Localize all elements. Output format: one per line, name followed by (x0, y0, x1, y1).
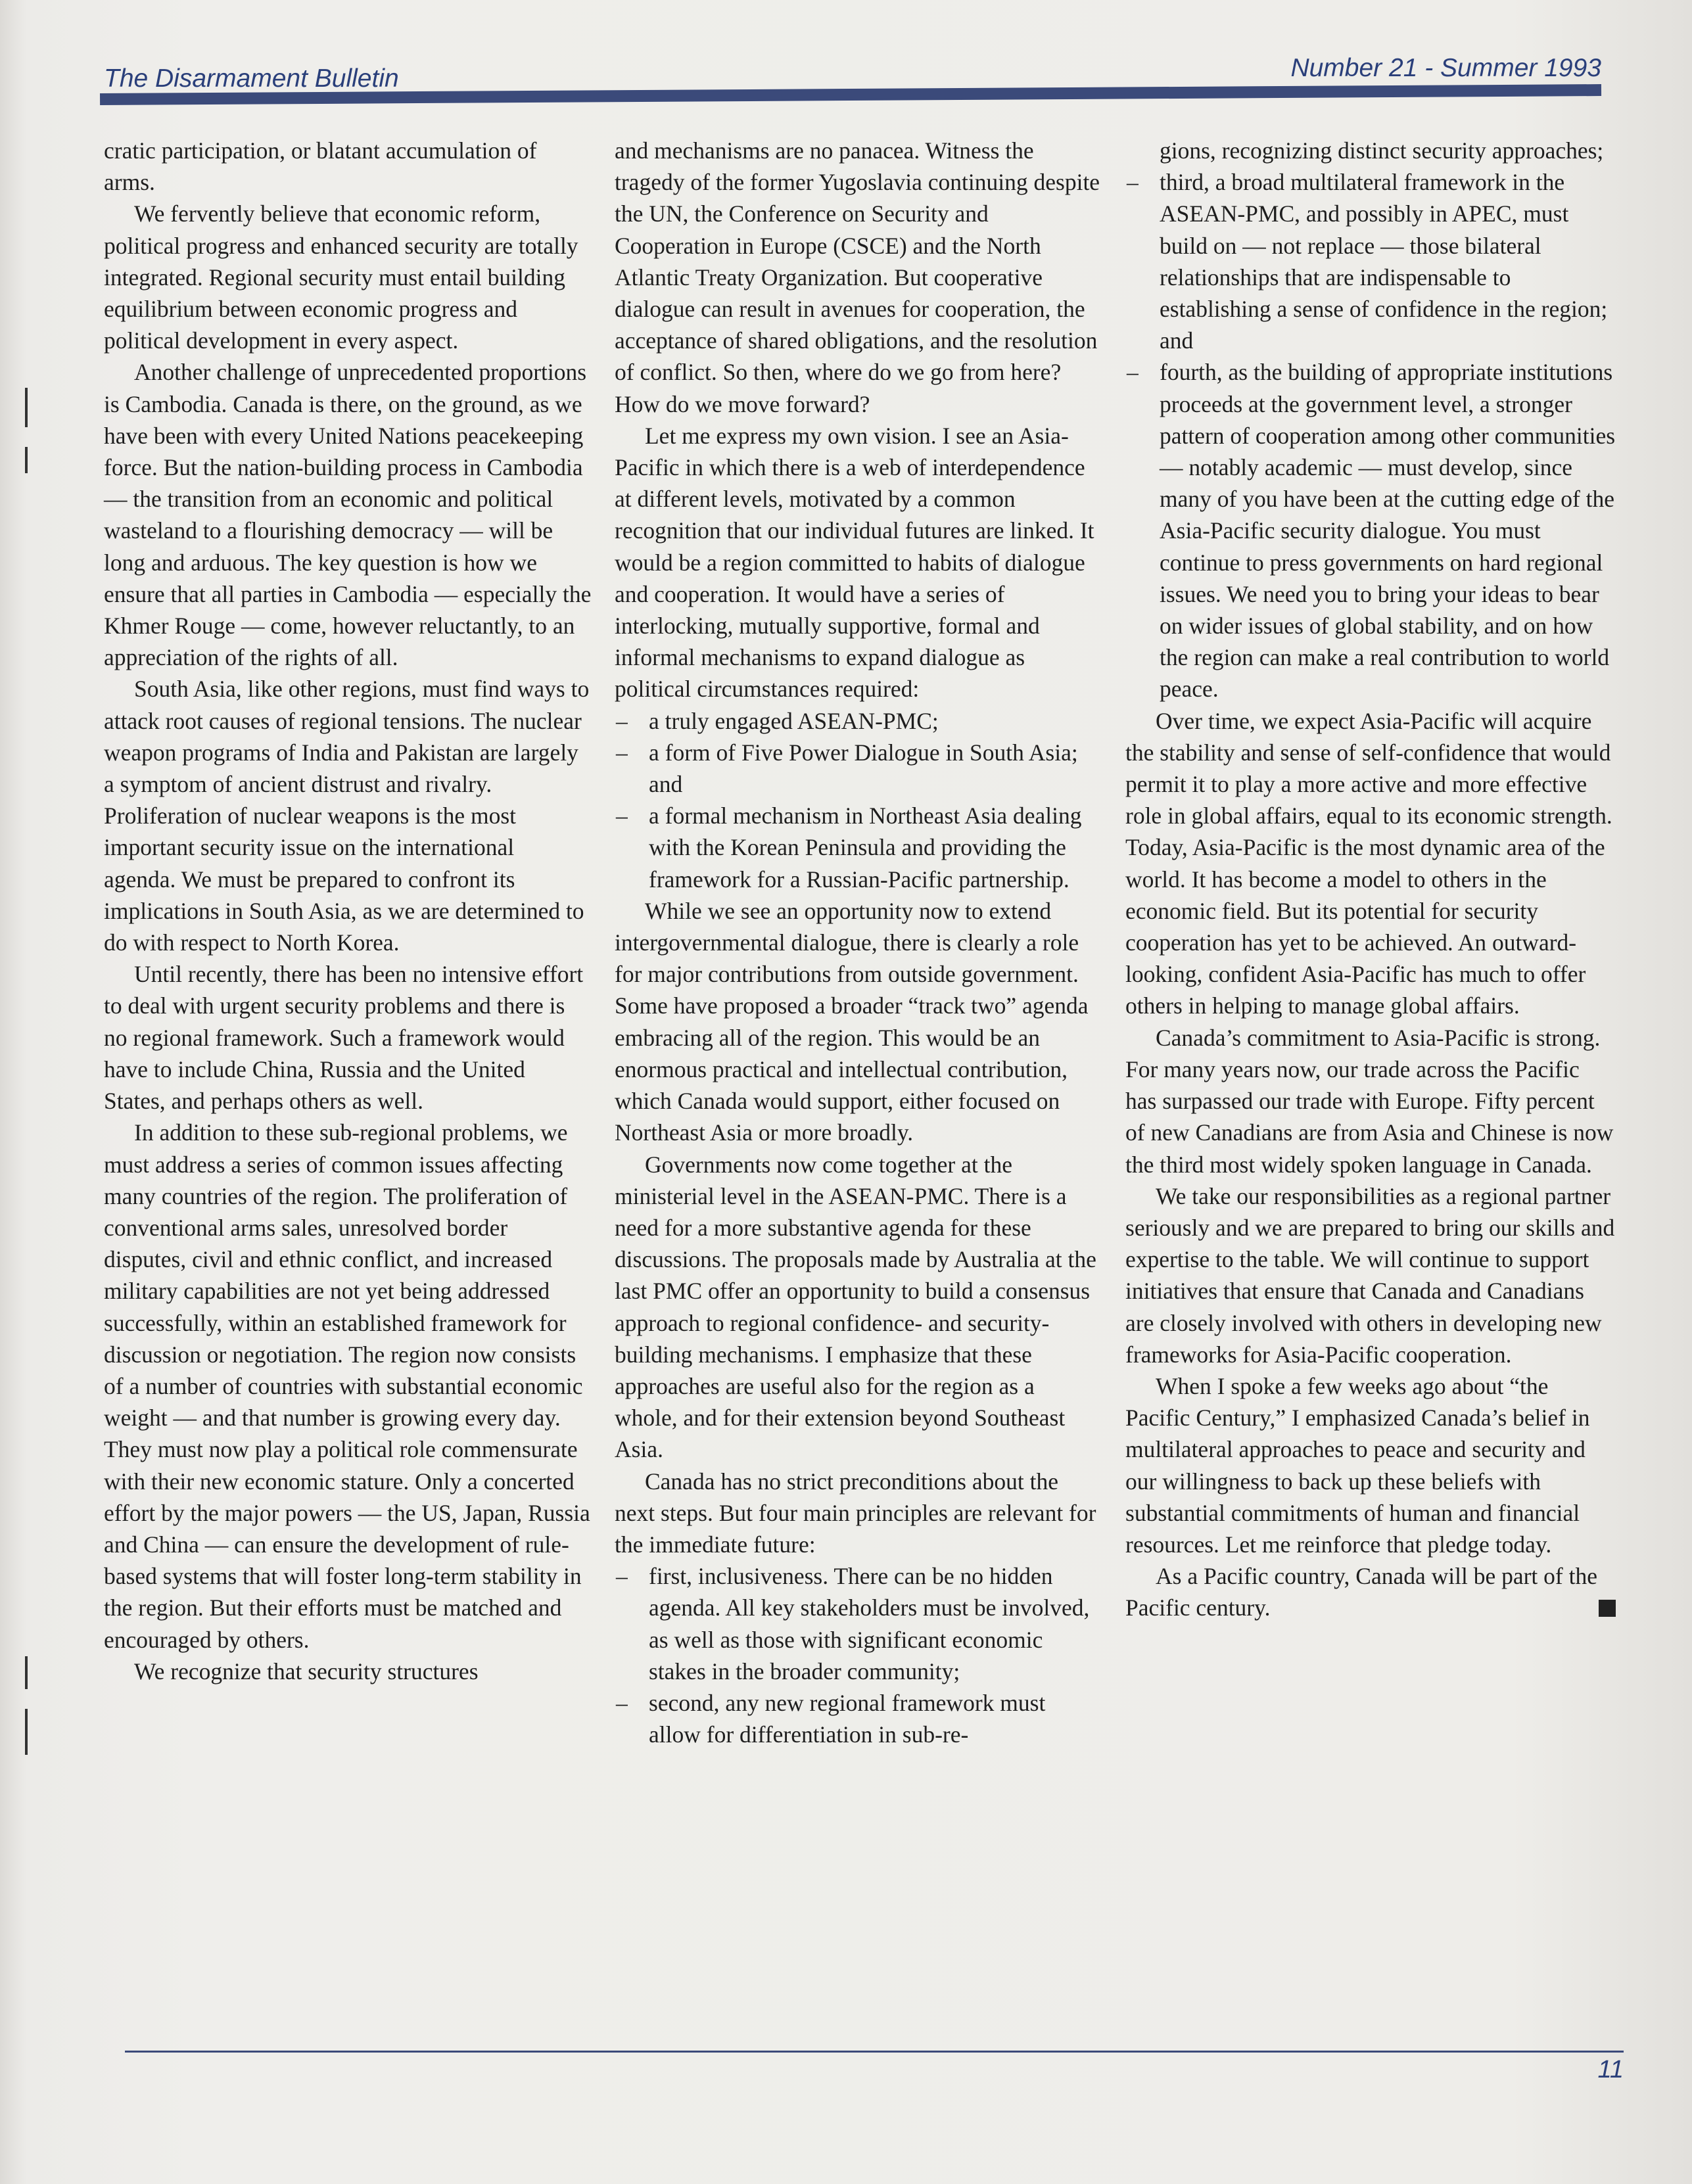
list-item: – a formal mechanism in Northeast Asia dealing with the Korean Peninsula and providing the framework for a Russian-Pacific partnership. (615, 800, 1102, 895)
paragraph: and mechanisms are no panacea. Witness the tragedy of the former Yugoslavia continuing despite the UN, the Conference on Security and Cooperation in Europe (CSCE) and the North Atlantic Treaty Organization. But cooperative dialogue can result in avenues for cooperation, the acceptance of shared obligations, and the resolution of conflict. So then, where do we go from here? How do we move forward? (615, 137, 1100, 417)
paragraph: cratic participation, or blatant accumulation of arms. (104, 137, 537, 196)
text-column-2 (615, 135, 1102, 1750)
end-of-article-mark (1599, 1600, 1616, 1617)
paragraph: Over time, we expect Asia-Pacific will acquire the stability and sense of self-confidence that would permit it to play a more active and more effective role in global affairs, equal to its economic strength. Today, Asia-Pacific is the most dynamic area of the world. It has become a model to others in the economic field. But its potential for security cooperation has yet to be achieved. An outward-looking, confident Asia-Pacific has much to offer others in helping to manage global affairs. (1125, 707, 1612, 1019)
paragraph-text: As a Pacific country, Canada will be part of the Pacific century. (1125, 1563, 1597, 1621)
text-column-3 (1125, 135, 1616, 1624)
paragraph: South Asia, like other regions, must find ways to attack root causes of regional tensions. The nuclear weapon programs of India and Pakistan are largely a symptom of ancient distrust and rivalry. Proliferation of nuclear weapons is the most important security issue on the international agenda. We must be prepared to confront its implications in South Asia, as we are determined to do with respect to North Korea. (104, 676, 590, 956)
binding-mark (25, 447, 28, 473)
paragraph: In addition to these sub-regional problems, we must address a series of common issues affecting many countries of the region. The proliferation of conventional arms sales, unresolved border disputes, civil and ethnic conflict, and increased military capabilities are not yet being addressed successfully, within an established framework for discussion or negotiation. The region now consists of a number of countries with substantial economic weight — and that number is growing every day. They must now play a political role commensurate with their new economic stature. Only a concerted effort by the major powers — the US, Japan, Russia and China — can ensure the development of rule-based systems that will foster long-term stability in the region. But their efforts must be matched and encouraged by others. (104, 1119, 590, 1653)
paragraph: Canada has no strict preconditions about the next steps. But four main principles are relevant for the immediate future: (615, 1468, 1096, 1558)
list-item: – a form of Five Power Dialogue in South Asia; and (615, 737, 1102, 800)
paragraph: Governments now come together at the ministerial level in the ASEAN-PMC. There is a need for a more substantive agenda for these discussions. The proposals made by Australia at the last PMC offer an opportunity to build a consensus approach to regional confidence- and security-building mechanisms. I emphasize that these approaches are useful also for the region as a whole, and for their extension beyond Southeast Asia. (615, 1151, 1096, 1463)
paragraph: We take our responsibilities as a regional partner seriously and we are prepared to bring our skills and expertise to the table. We will continue to support initiatives that ensure that Canada and Canadians are closely involved with others in developing new frameworks for Asia-Pacific cooperation. (1125, 1182, 1615, 1368)
list-item: – a truly engaged ASEAN-PMC; (615, 705, 1102, 737)
paragraph: Let me express my own vision. I see an Asia-Pacific in which there is a web of interdependence at different levels, motivated by a common recognition that our individual futures are linked. It would be a region committed to habits of dialogue and cooperation. It would have a series of interlocking, mutually supportive, formal and informal mechanisms to expand dialogue as political circumstances required: (615, 422, 1094, 703)
paragraph-final (1125, 1560, 1616, 1623)
text-column-1 (104, 135, 592, 1687)
paragraph: We fervently believe that economic reform, political progress and enhanced security are totally integrated. Regional security must entail building equilibrium between economic progress and political development in every aspect. (104, 200, 578, 354)
publication-title: The Disarmament Bulletin (104, 64, 399, 93)
binding-mark (25, 388, 28, 427)
list-item: – first, inclusiveness. There can be no hidden agenda. All key stakeholders must be involved, as well as those with significant economic stakes in the broader community; (615, 1560, 1102, 1687)
issue-label: Number 21 - Summer 1993 (1290, 54, 1601, 82)
paragraph: Canada’s commitment to Asia-Pacific is strong. For many years now, our trade across the Pacific has surpassed our trade with Europe. Fifty percent of new Canadians are from Asia and Chinese is now the third most widely spoken language in Canada. (1125, 1024, 1614, 1178)
binding-mark (25, 1709, 28, 1755)
page-number: 11 (1597, 2056, 1624, 2083)
paragraph: Until recently, there has been no intensive effort to deal with urgent security problems and there is no regional framework. Such a framework would have to include China, Russia and the United States, and perhaps others as well. (104, 961, 584, 1115)
paragraph: While we see an opportunity now to extend intergovernmental dialogue, there is clearly a role for major contributions from outside government. Some have proposed a broader “track two” agenda embracing all of the region. This would be an enormous practical and intellectual contribution, which Canada would support, either focused on Northeast Asia or more broadly. (615, 897, 1089, 1146)
footer-rule (125, 2051, 1624, 2053)
list-item-continued: gions, recognizing distinct security approaches; (1160, 137, 1604, 164)
paragraph: We recognize that security structures (134, 1658, 479, 1684)
paragraph: When I spoke a few weeks ago about “the Pacific Century,” I emphasized Canada’s belief in multilateral approaches to peace and security and our willingness to back up these beliefs with substantial commitments of human and financial resources. Let me reinforce that pledge today. (1125, 1372, 1590, 1558)
list-item: – second, any new regional framework must allow for differentiation in sub-re- (615, 1687, 1102, 1750)
list-item: – third, a broad multilateral framework in the ASEAN-PMC, and possibly in APEC, must build on — not replace — those bilateral relationships that are indispensable to establishing a sense of confidence in the region; and (1125, 166, 1616, 356)
list-item: – fourth, as the building of appropriate institutions proceeds at the government level, a stronger pattern of cooperation among other communities — notably academic — must develop, since many of you have been at the cutting edge of the Asia-Pacific security dialogue. You must continue to press governments on hard regional issues. We need you to bring your ideas to bear on wider issues of global stability, and on how the region can make a real contribution to world peace. (1125, 356, 1616, 705)
paragraph: Another challenge of unprecedented proportions is Cambodia. Canada is there, on the ground, as we have been with every United Nations peacekeeping force. But the nation-building process in Cambodia — the transition from an economic and political wasteland to a flourishing democracy — will be long and arduous. The key question is how we ensure that all parties in Cambodia — especially the Khmer Rouge — come, however reluctantly, to an appreciation of the rights of all. (104, 359, 592, 671)
binding-mark (25, 1656, 28, 1689)
